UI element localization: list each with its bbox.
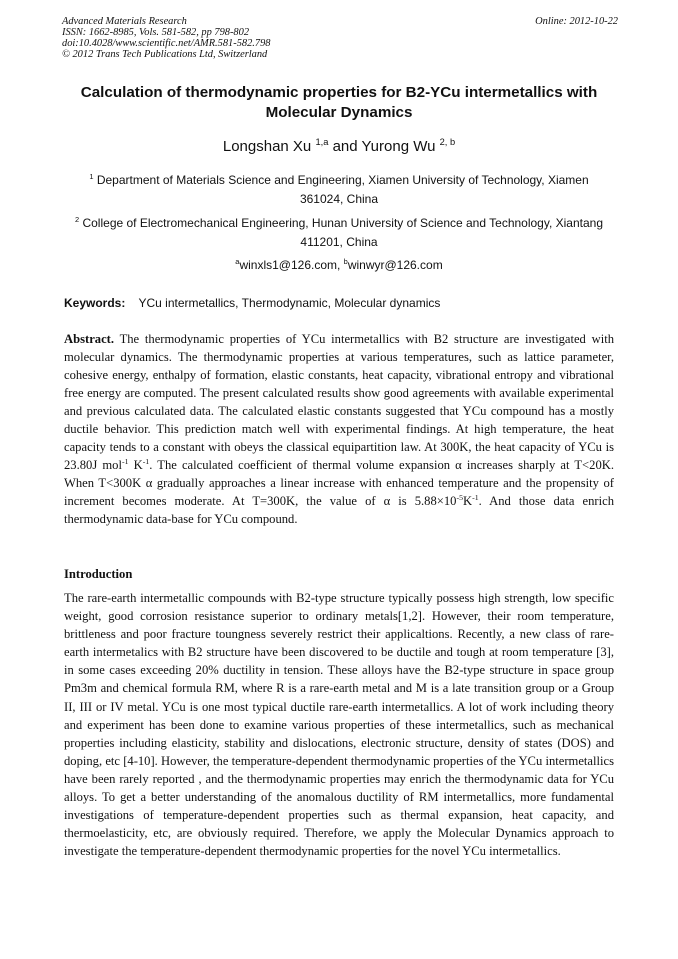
journal-copyright: © 2012 Trans Tech Publications Ltd, Switzerland [62, 49, 268, 60]
author-affiliation-marker: 1,a [315, 137, 329, 147]
author-conjunction: and [332, 138, 358, 155]
author-name: Longshan Xu [222, 138, 312, 155]
online-date: Online: 2012-10-22 [535, 16, 618, 27]
abstract-text: . And those data enrich thermodynamic data-base for YCu compound. [64, 494, 614, 526]
keywords [64, 294, 614, 312]
journal-name: Advanced Materials Research [62, 16, 187, 27]
unit-exponent: -1 [121, 456, 129, 466]
abstract-text: K [462, 494, 473, 508]
email-link[interactable]: winwyr@126.com [347, 258, 443, 272]
unit-exponent: -1 [142, 456, 150, 466]
unit-exponent: -1 [472, 492, 479, 502]
email-marker: a [235, 257, 240, 266]
author-affiliation-marker: 2, b [439, 137, 456, 147]
email-line [70, 256, 608, 274]
affiliation-2 [70, 214, 608, 252]
abstract-label: Abstract. [64, 332, 115, 346]
journal-header [62, 16, 618, 60]
section-heading: Introduction [64, 567, 133, 581]
affiliation-marker: 1 [89, 172, 94, 181]
introduction-paragraph: The rare-earth intermetallic compounds with B2-type structure typically possess high strength, low specific weight, good corrosion resistance superior to ordinary metals[1,2]. However, their room temperature, brittleness and poor fracture toungness severely restrict their applicaltions. Recently, a new class of rare-earth intermetalics with B2 structure have been discovered to be ductile and tough at room temperature [3], in some cases exceeding 20% ductility in tension. These alloys have the B2-type structure in space group Pm3m and chemical formula RM, where R is a rare-earth metal and M is a late transition group or a Group II, III or IV metal. YCu is one most typical ductile rare-earth intermetallics. A lot of work including theory and experiment has been done to examine various properties of these intermetallics, such as mechanical properties including elasticity, stability and dislocations, electronic structure, density of states (DOS) and doping, etc [4-10]. However, the temperature-dependent thermodynamic properties of the YCu intermetallics have been rarely reported , and the thermodynamic properties may enrich the thermodynamic data for YCu alloys. To get a better understanding of the anomalous ductility of RM intermetallics, more fundamental investigations of temperature-dependent properties such as thermal expansion, heat capacity, and thermoelasticity, etc, are obviously required. Therefore, we apply the Molecular Dynamics approach to investigate the temperature-dependent thermodynamic properties for the novel YCu intermetallics. [64, 591, 614, 859]
keywords-text: YCu intermetallics, Thermodynamic, Molecular dynamics [138, 296, 441, 310]
abstract [64, 330, 614, 528]
abstract-text: . The calculated coefficient of thermal volume expansion α increases sharply at T<20K. When T<300K α gradually approaches a linear increase with enhanced temperature and the propensity of increment becomes moderate. At T=300K, the value of α is 5.88×10 [64, 458, 615, 508]
keywords-label: Keywords: [64, 296, 126, 310]
affiliation-1 [70, 171, 608, 209]
affiliation-text: College of Electromechanical Engineering, Hunan University of Science and Technology, Xiantang 411201, China [82, 216, 604, 249]
abstract-text: K [128, 458, 143, 472]
paper-title: Calculation of thermodynamic properties for B2-YCu intermetallics with Molecular Dynamics [80, 84, 598, 121]
journal-issn: ISSN: 1662-8985, Vols. 581-582, pp 798-802 [62, 27, 250, 38]
email-marker: b [343, 257, 348, 266]
email-link[interactable]: winxls1@126.com, [239, 258, 341, 272]
abstract-text: The thermodynamic properties of YCu intermetallics with B2 structure are investigated with molecular dynamics. The thermodynamic properties at various temperatures, such as lattice parameter, cohesive energy, enthalpy of formation, elastic constants, heat capacity, vibrational entropy and vibrational free energy are computed. The present calculated results show good agreements with available experimental and previous calculated data. The calculated elastic constants suggested that YCu compound has a mostly ductile behavior. This prediction match well with experimental findings. At high temperature, the heat capacity tends to a constant with obeys the classical equipartition law. At 300K, the heat capacity of YCu is 23.80J mol [64, 332, 615, 472]
author-name: Yurong Wu [361, 138, 436, 155]
unit-exponent: -5 [456, 492, 463, 502]
affiliation-text: Department of Materials Science and Engineering, Xiamen University of Technology, Xiamen 361024, China [96, 173, 589, 206]
affiliation-marker: 2 [74, 215, 80, 224]
journal-doi[interactable]: doi:10.4028/www.scientific.net/AMR.581-582.798 [62, 38, 271, 49]
author-line [40, 138, 638, 156]
